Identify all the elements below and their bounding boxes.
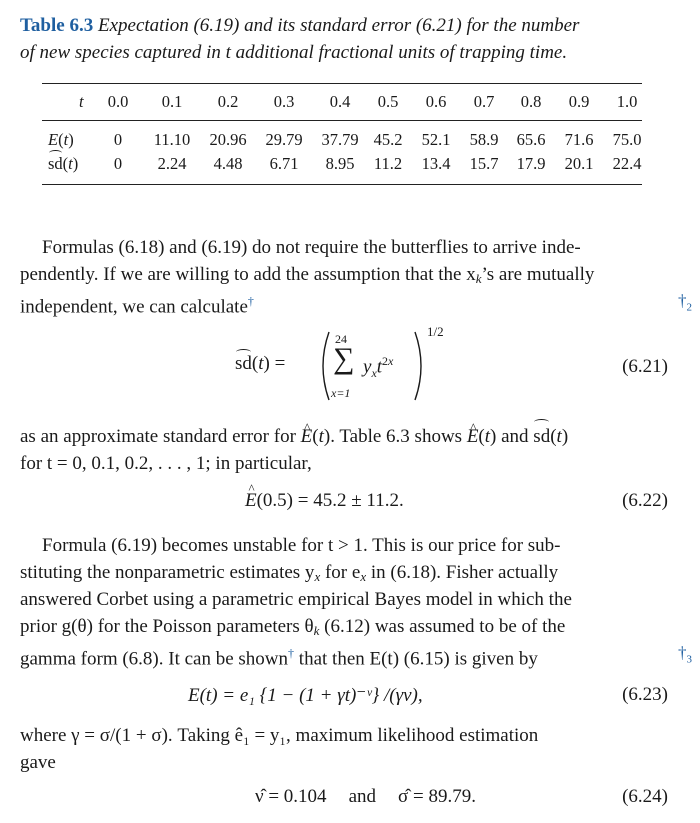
header-cell-4: 0.4	[329, 92, 351, 111]
para3-line2: stituting the nonparametric estimates yx for ex in (6.18). Fisher actually	[20, 562, 559, 584]
para1-line1: Formulas (6.18) and (6.19) do not require the butterflies to arrive inde-	[42, 237, 581, 258]
sd-cell-2: 4.48	[213, 154, 243, 173]
expectation-cell-3: 29.79	[265, 130, 303, 149]
caption-line-2: of new species captured in t additional fractional units of trapping time.	[20, 42, 568, 63]
dagger-note: †	[247, 294, 254, 308]
para1-line2: pendently. If we are willing to add the assumption that the xk’s are mutually	[20, 264, 595, 286]
header-cell-7: 0.7	[473, 92, 495, 111]
para2-line2: for t = 0, 0.1, 0.2, . . . , 1; in particular,	[20, 453, 312, 474]
sd-cell-3: 6.71	[269, 154, 299, 173]
header-cell-5: 0.5	[377, 92, 399, 111]
para4-line1: where γ = σ/(1 + σ). Taking ê₁ = y₁, maximum likelihood estimation	[20, 725, 539, 746]
para3-line5: gamma form (6.8). It can be shown† that then E(t) (6.15) is given by	[20, 646, 538, 670]
sd-cell-7: 15.7	[469, 154, 499, 173]
table-mid-rule	[42, 120, 642, 121]
summation-sign: ∑	[333, 342, 355, 375]
eq-number-6-23: (6.23)	[622, 684, 668, 705]
sd-cell-4: 8.95	[325, 154, 355, 173]
equation-6-23: E(t) = e₁ {1 − (1 + γt)⁻ᵛ} /(γν),	[188, 685, 423, 706]
header-cell-0: 0.0	[107, 92, 129, 111]
expectation-cell-4: 37.79	[321, 130, 359, 149]
expectation-cell-5: 45.2	[373, 130, 403, 149]
row-label-sd: sd(t)	[48, 154, 79, 173]
header-cell-10: 1.0	[616, 92, 638, 111]
table-header-t: t	[79, 92, 84, 111]
table-bottom-rule	[42, 184, 642, 185]
sd-cell-1: 2.24	[157, 154, 187, 173]
para3-line4: prior g(θ) for the Poisson parameters θk (6.12) was assumed to be of the	[20, 616, 566, 638]
para4-line2: gave	[20, 752, 56, 773]
equation-6-24: ν̂ = 0.104 and σ̂ = 89.79.	[255, 786, 476, 807]
margin-note-3: $\dagger_3$	[678, 643, 692, 666]
expectation-cell-0: 0	[113, 130, 123, 149]
sd-cell-9: 20.1	[564, 154, 594, 173]
expectation-cell-7: 58.9	[469, 130, 499, 149]
eq-number-6-21: (6.21)	[622, 356, 668, 377]
sd-cell-10: 22.4	[612, 154, 642, 173]
para3-line1: Formula (6.19) becomes unstable for t > 1. This is our price for sub-	[42, 535, 561, 556]
dagger-note-3: †	[288, 646, 295, 660]
expectation-cell-1: 11.10	[153, 130, 191, 149]
table-label: Table 6.3	[20, 15, 94, 36]
header-cell-3: 0.3	[273, 92, 295, 111]
header-cell-8: 0.8	[520, 92, 542, 111]
para1-line3: independent, we can calculate†	[20, 294, 254, 318]
expectation-cell-6: 52.1	[421, 130, 451, 149]
caption-line-1: Expectation (6.19) and its standard error (6.21) for the number	[97, 15, 580, 36]
expectation-cell-8: 65.6	[516, 130, 546, 149]
header-cell-2: 0.2	[217, 92, 239, 111]
header-cell-6: 0.6	[425, 92, 447, 111]
equation-6-22: ^ E(0.5) = 45.2 ± 11.2.	[245, 490, 404, 512]
sd-cell-6: 13.4	[421, 154, 451, 173]
header-cell-9: 0.9	[568, 92, 590, 111]
eq-number-6-22: (6.22)	[622, 490, 668, 511]
sd-cell-0: 0	[113, 154, 123, 173]
table-top-rule	[42, 83, 642, 84]
expectation-cell-2: 20.96	[209, 130, 247, 149]
sd-cell-5: 11.2	[373, 154, 403, 173]
para2-line1: as an approximate standard error for ^ E(t). Table 6.3 shows ^ E(t) and sd(t)	[20, 423, 668, 450]
table-caption	[20, 13, 579, 39]
expectation-cell-10: 75.0	[612, 130, 642, 149]
left-paren	[315, 330, 331, 402]
expectation-cell-9: 71.6	[564, 130, 594, 149]
margin-note-2: $\dagger_2$	[678, 291, 692, 314]
equation-6-21: sd(t) = 24 ∑ x=1 $y_xt^{2x}$ 1/2	[235, 324, 444, 400]
row-label-expectation: E(t)	[48, 130, 74, 149]
sd-cell-8: 17.9	[516, 154, 546, 173]
eq-number-6-24: (6.24)	[622, 786, 668, 807]
header-cell-1: 0.1	[161, 92, 183, 111]
right-paren	[413, 330, 429, 402]
para3-line3: answered Corbet using a parametric empirical Bayes model in which the	[20, 589, 572, 610]
